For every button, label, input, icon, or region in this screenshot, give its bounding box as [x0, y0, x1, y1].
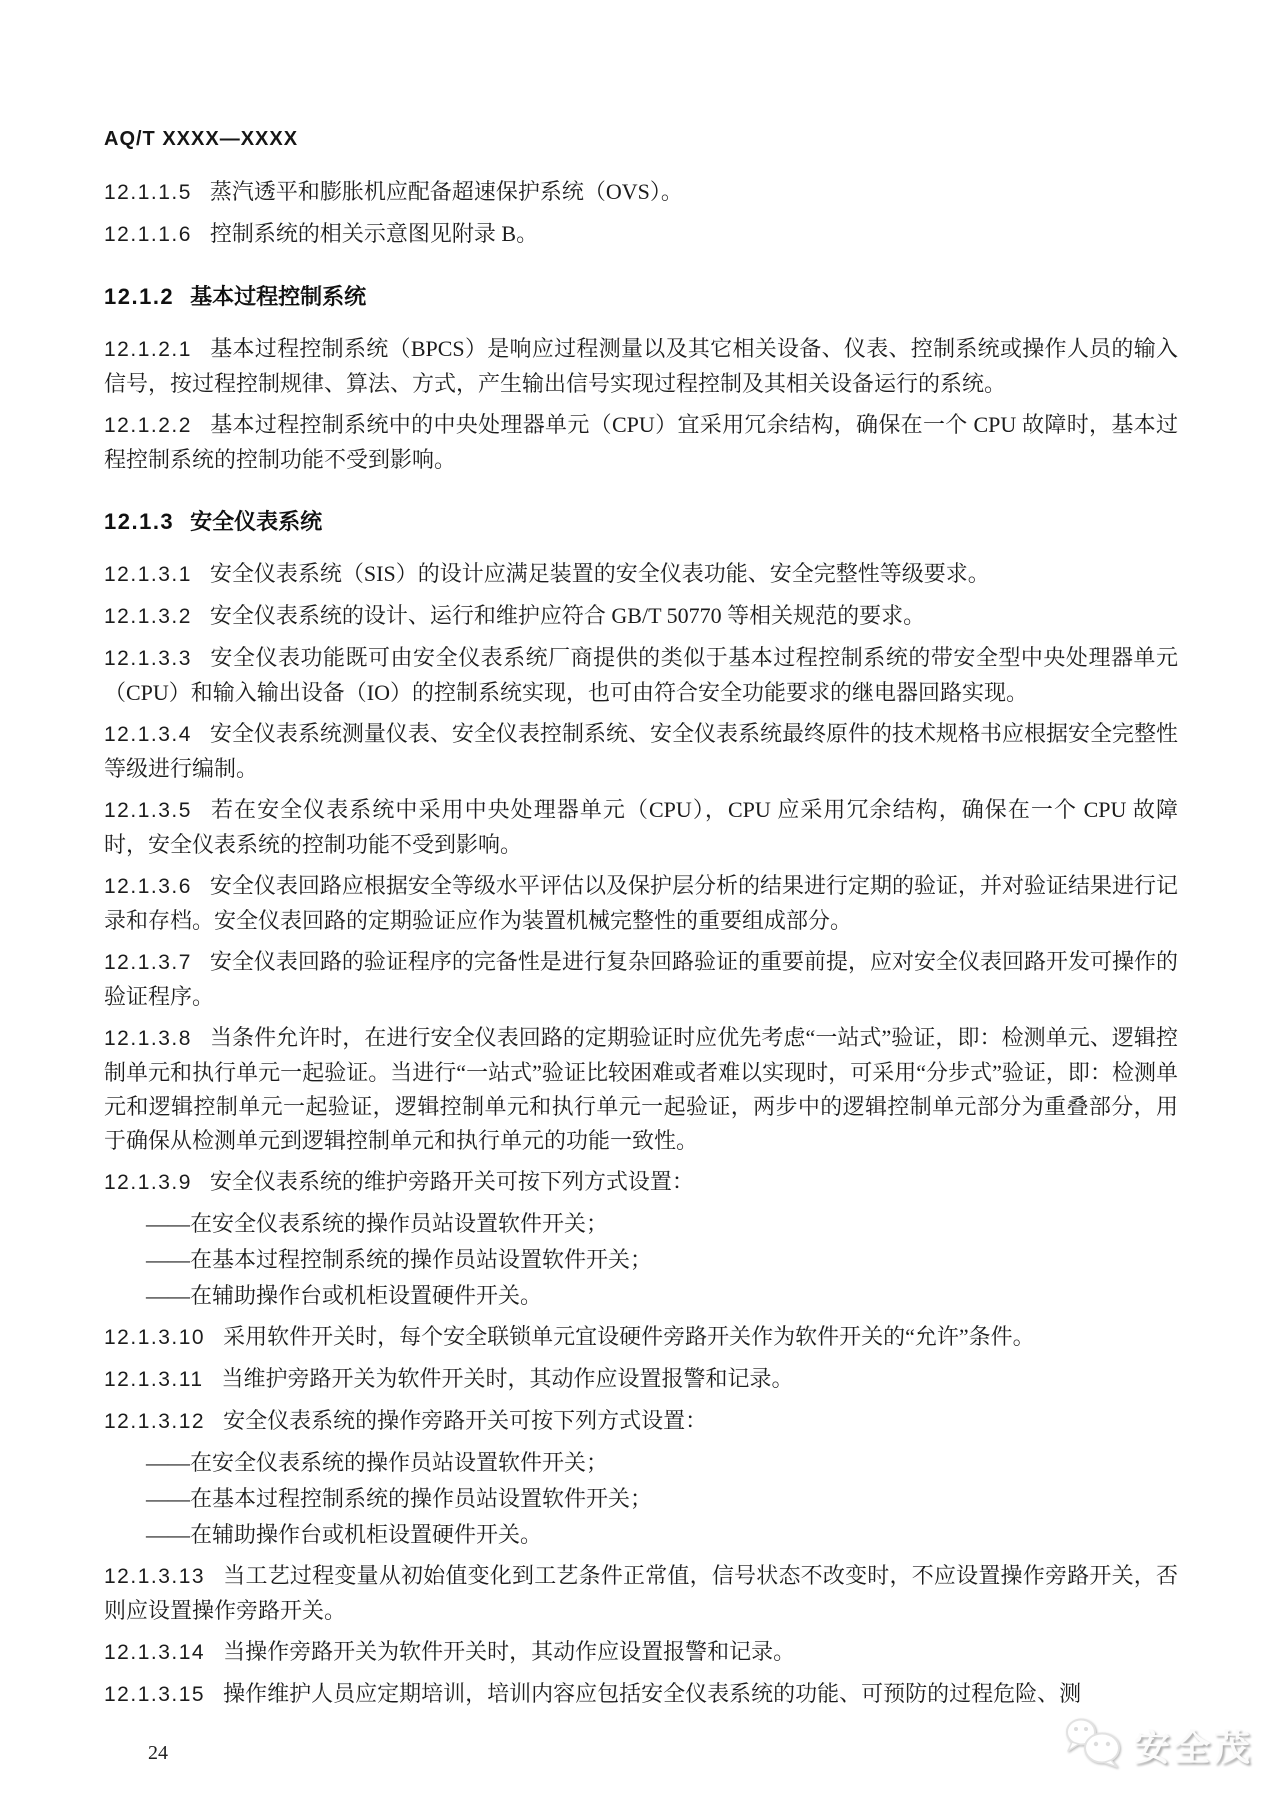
clause-text: 当维护旁路开关为软件开关时，其动作应设置报警和记录。 — [221, 1366, 794, 1391]
page-number: 24 — [148, 1742, 168, 1764]
watermark-label: 安全茂 — [1133, 1727, 1254, 1768]
clause-number: 12.1.3.14 — [104, 1641, 206, 1664]
clause-text: 操作维护人员应定期培训，培训内容应包括安全仪表系统的功能、可预防的过程危险、测 — [223, 1681, 1082, 1706]
clause-paragraph — [104, 717, 1178, 786]
clause-text: ——在安全仪表系统的操作员站设置软件开关； — [146, 1450, 609, 1475]
section-heading — [104, 280, 1178, 314]
wechat-chat-bubbles-icon — [1062, 1717, 1124, 1774]
clause-paragraph — [104, 869, 1178, 938]
clause-paragraph — [104, 1362, 1178, 1397]
clause-number: 12.1.3.13 — [104, 1565, 206, 1588]
clause-paragraph — [104, 408, 1178, 477]
clause-text: 蒸汽透平和膨胀机应配备超速保护系统（OVS）。 — [209, 179, 683, 204]
clause-text: ——在安全仪表系统的操作员站设置软件开关； — [146, 1211, 609, 1236]
clause-paragraph — [104, 332, 1178, 401]
clause-number: 12.1.3 — [104, 509, 175, 534]
document-body — [104, 175, 1178, 1712]
clause-text: 安全仪表功能既可由安全仪表系统厂商提供的类似于基本过程控制系统的带安全型中央处理器单元（CPU）和输入输出设备（IO）的控制系统实现，也可由符合安全功能要求的继电器回路实现。 — [104, 645, 1178, 705]
clause-paragraph — [104, 1320, 1178, 1355]
clause-text: 采用软件开关时，每个安全联锁单元宜设硬件旁路开关作为软件开关的“允许”条件。 — [223, 1324, 1035, 1349]
clause-paragraph — [104, 793, 1178, 862]
clause-number: 12.1.3.9 — [104, 1171, 192, 1194]
clause-number: 12.1.2.1 — [104, 338, 192, 361]
clause-number: 12.1.3.5 — [104, 799, 192, 822]
clause-number: 12.1.3.3 — [104, 647, 192, 670]
clause-paragraph — [104, 1404, 1178, 1439]
clause-paragraph — [104, 175, 1178, 210]
clause-number: 12.1.3.15 — [104, 1683, 206, 1706]
clause-text: 安全仪表回路的验证程序的完备性是进行复杂回路验证的重要前提，应对安全仪表回路开发可操作的验证程序。 — [104, 949, 1178, 1009]
clause-text: 若在安全仪表系统中采用中央处理器单元（CPU），CPU 应采用冗余结构，确保在一个 CPU 故障时，安全仪表系统的控制功能不受到影响。 — [104, 797, 1178, 857]
dash-list-item — [104, 1518, 1178, 1552]
dash-list-item — [104, 1243, 1178, 1277]
clause-number: 12.1.3.8 — [104, 1027, 192, 1050]
clause-paragraph — [104, 557, 1178, 592]
clause-text: ——在基本过程控制系统的操作员站设置软件开关； — [146, 1247, 653, 1272]
clause-text: ——在辅助操作台或机柜设置硬件开关。 — [146, 1283, 543, 1308]
clause-number: 12.1.3.10 — [104, 1326, 206, 1349]
clause-paragraph — [104, 1559, 1178, 1628]
clause-text: 安全仪表系统的设计、运行和维护应符合 GB/T 50770 等相关规范的要求。 — [209, 603, 926, 628]
clause-text: 安全仪表系统测量仪表、安全仪表控制系统、安全仪表系统最终原件的技术规格书应根据安全完整性等级进行编制。 — [104, 721, 1178, 781]
clause-text: 安全仪表系统的维护旁路开关可按下列方式设置： — [209, 1169, 694, 1194]
clause-text: ——在基本过程控制系统的操作员站设置软件开关； — [146, 1486, 653, 1511]
clause-number: 12.1.1.5 — [104, 181, 192, 204]
document-code-header: AQ/T XXXX—XXXX — [104, 128, 299, 150]
clause-number: 12.1.3.7 — [104, 951, 192, 974]
clause-number: 12.1.2 — [104, 284, 175, 309]
clause-text: 安全仪表回路应根据安全等级水平评估以及保护层分析的结果进行定期的验证，并对验证结果进行记录和存档。安全仪表回路的定期验证应作为装置机械完整性的重要组成部分。 — [104, 873, 1178, 933]
clause-text: 基本过程控制系统中的中央处理器单元（CPU）宜采用冗余结构，确保在一个 CPU 故障时，基本过程控制系统的控制功能不受到影响。 — [104, 412, 1178, 472]
clause-paragraph — [104, 945, 1178, 1014]
clause-text: 安全仪表系统（SIS）的设计应满足装置的安全仪表功能、安全完整性等级要求。 — [209, 561, 990, 586]
clause-number: 12.1.3.1 — [104, 563, 192, 586]
dash-list-item — [104, 1279, 1178, 1313]
clause-text: 基本过程控制系统（BPCS）是响应过程测量以及其它相关设备、仪表、控制系统或操作人员的输入信号，按过程控制规律、算法、方式，产生输出信号实现过程控制及其相关设备运行的系统。 — [104, 336, 1178, 396]
clause-text: 控制系统的相关示意图见附录 B。 — [209, 221, 539, 246]
clause-text: 当操作旁路开关为软件开关时，其动作应设置报警和记录。 — [223, 1639, 796, 1664]
clause-paragraph — [104, 641, 1178, 710]
clause-paragraph — [104, 1021, 1178, 1158]
clause-number: 12.1.3.4 — [104, 723, 192, 746]
clause-text: 安全仪表系统的操作旁路开关可按下列方式设置： — [223, 1408, 708, 1433]
clause-number: 12.1.3.6 — [104, 875, 192, 898]
clause-paragraph — [104, 1635, 1178, 1670]
clause-number: 12.1.2.2 — [104, 414, 192, 437]
dash-list-item — [104, 1482, 1178, 1516]
clause-number: 12.1.3.2 — [104, 605, 192, 628]
clause-number: 12.1.1.6 — [104, 223, 192, 246]
clause-text: 当工艺过程变量从初始值变化到工艺条件正常值，信号状态不改变时，不应设置操作旁路开关，否则应设置操作旁路开关。 — [104, 1563, 1178, 1623]
clause-number: 12.1.3.12 — [104, 1410, 206, 1433]
clause-paragraph — [104, 1165, 1178, 1200]
clause-paragraph — [104, 599, 1178, 634]
watermark — [1062, 1717, 1254, 1774]
clause-text: 当条件允许时，在进行安全仪表回路的定期验证时应优先考虑“一站式”验证，即：检测单元、逻辑控制单元和执行单元一起验证。当进行“一站式”验证比较困难或者难以实现时，可采用“分步式”验证，即：检测单元和逻辑控制单元一起验证，逻辑控制单元和执行单元一起验证，两步中的逻辑控制单元部分为重叠部分，用于确保从检测单元到逻辑控制单元和执行单元的功能一致性。 — [104, 1025, 1178, 1153]
heading-text: 安全仪表系统 — [190, 509, 323, 534]
clause-paragraph — [104, 1677, 1178, 1712]
dash-list-item — [104, 1446, 1178, 1480]
dash-list-item — [104, 1207, 1178, 1241]
heading-text: 基本过程控制系统 — [190, 284, 367, 309]
clause-paragraph — [104, 217, 1178, 252]
section-heading — [104, 505, 1178, 539]
clause-text: ——在辅助操作台或机柜设置硬件开关。 — [146, 1522, 543, 1547]
clause-number: 12.1.3.11 — [104, 1368, 204, 1391]
